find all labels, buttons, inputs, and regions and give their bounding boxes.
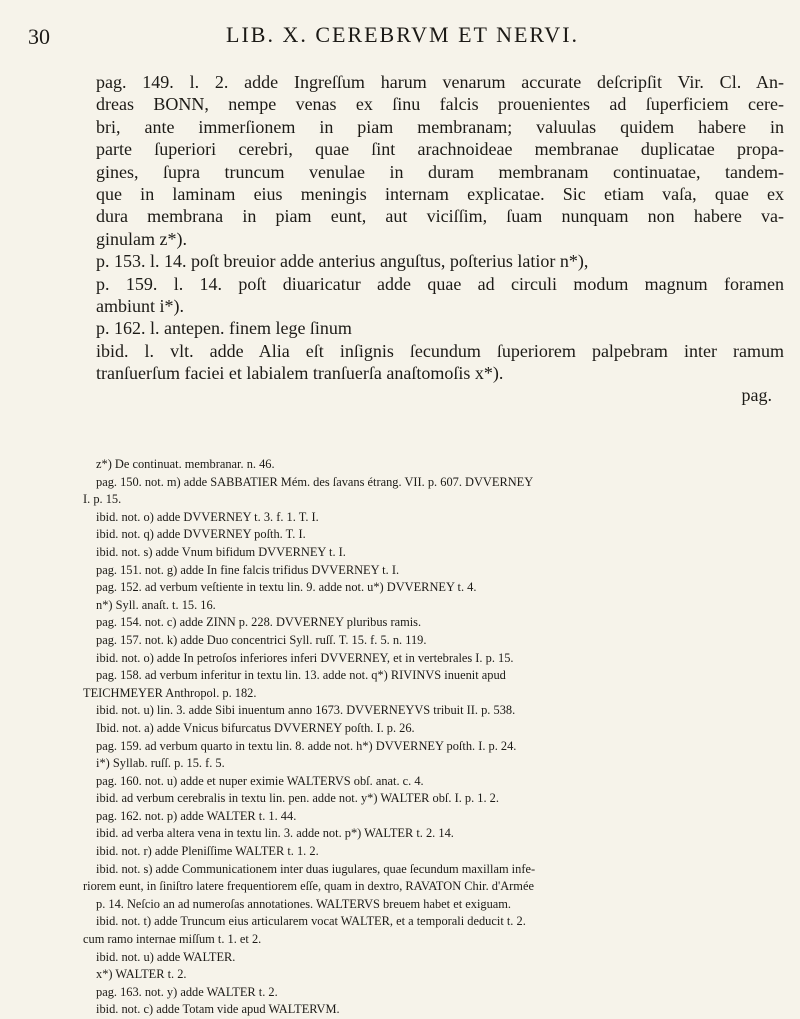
footnote-line: pag. 163. not. y) adde WALTER t. 2. xyxy=(96,984,278,999)
footnote-line: riorem eunt, in ſiniſtro latere frequentiorem eſſe, quam in dextro, RAVATON Chir. d'Armée xyxy=(83,879,534,894)
main-line: ibid. l. vlt. adde Alia eſt inſignis ſecundum ſuperiorem palpebram inter ramum xyxy=(96,340,784,361)
footnote-line: pag. 159. ad verbum quarto in textu lin. 8. adde not. h*) DVVERNEY poſth. I. p. 24. xyxy=(96,738,517,753)
main-text xyxy=(96,71,784,406)
main-line: p. 162. l. antepen. finem lege ſinum xyxy=(96,318,352,339)
footnote-line: pag. 158. ad verbum inferitur in textu lin. 13. adde not. q*) RIVINVS inuenit apud xyxy=(96,668,506,683)
footnote-line: pag. 160. not. u) adde et nuper eximie WALTERVS obſ. anat. c. 4. xyxy=(96,773,424,788)
footnotes xyxy=(83,456,786,1019)
footnote-line: cum ramo internae miſſum t. 1. et 2. xyxy=(83,932,262,947)
footnote-line: ibid. not. r) adde Pleniſſime WALTER t. 1. 2. xyxy=(96,844,319,859)
main-line: bri, ante immerſionem in piam membranam; valuulas quidem habere in xyxy=(96,116,784,137)
footnote-line: ibid. not. q) adde DVVERNEY poſth. T. I. xyxy=(96,527,306,542)
footnote-line: ibid. ad verbum cerebralis in textu lin. pen. adde not. y*) WALTER obſ. I. p. 1. 2. xyxy=(96,791,499,806)
main-line: p. 159. l. 14. poſt diuaricatur adde quae ad circuli modum magnum foramen xyxy=(96,273,784,294)
footnote-line: ibid. not. o) adde DVVERNEY t. 3. f. 1. T. I. xyxy=(96,509,319,524)
footnote-line: ibid. not. s) adde Communicationem inter duas iugulares, quae ſecundum maxillam infe- xyxy=(96,861,536,876)
footnote-line: Ibid. not. a) adde Vnicus bifurcatus DVVERNEY poſth. I. p. 26. xyxy=(96,720,415,735)
footnote-line: ibid. not. o) adde In petroſos inferiores inferi DVVERNEY, et in vertebrales I. p. 15. xyxy=(96,650,514,665)
page-header xyxy=(0,20,800,60)
footnote-line: ibid. not. u) adde WALTER. xyxy=(96,949,236,964)
footnote-line: ibid. not. t) adde Truncum eius articularem vocat WALTER, et a temporali deducit t. 2. xyxy=(96,914,526,929)
footnote-line: ibid. ad verba altera vena in textu lin. 3. adde not. p*) WALTER t. 2. 14. xyxy=(96,826,454,841)
main-line: tranſuerſum faciei et labialem tranſuerſa anaſtomoſis x*). xyxy=(96,363,504,384)
footnote-line: pag. 154. not. c) adde ZINN p. 228. DVVERNEY pluribus ramis. xyxy=(96,615,422,630)
main-line: dura membrana in piam eunt, aut viciſſim, ſuam nunquam non habere va- xyxy=(96,206,784,227)
main-line: ambiunt i*). xyxy=(96,295,184,316)
footnote-line: pag. 157. not. k) adde Duo concentrici Syll. ruſſ. T. 15. f. 5. n. 119. xyxy=(96,632,427,647)
footnote-line: i*) Syllab. ruſſ. p. 15. f. 5. xyxy=(96,756,225,771)
page-number: 30 xyxy=(28,24,50,49)
footnote-line: ibid. not. u) lin. 3. adde Sibi inuentum anno 1673. DVVERNEYVS tribuit II. p. 538. xyxy=(96,703,516,718)
footnote-line: pag. 151. not. g) adde In fine falcis trifidus DVVERNEY t. I. xyxy=(96,562,400,577)
catchword: pag. xyxy=(741,385,772,406)
main-line: gines, ſupra truncum venulae in duram membranam continuatae, tandem- xyxy=(96,161,784,182)
main-line: ginulam z*). xyxy=(96,228,187,249)
footnote-line: p. 14. Neſcio an ad numeroſas annotationes. WALTERVS breuem habet et exiguam. xyxy=(96,896,512,911)
footnote-line: z*) De continuat. membranar. n. 46. xyxy=(96,457,275,471)
main-line: p. 153. l. 14. poſt breuior adde anterius anguſtus, poſterius latior n*), xyxy=(96,251,589,272)
footnote-line: I. p. 15. xyxy=(83,492,122,507)
footnote-line: TEICHMEYER Anthropol. p. 182. xyxy=(83,685,257,700)
footnote-line: pag. 152. ad verbum veſtiente in textu lin. 9. adde not. u*) DVVERNEY t. 4. xyxy=(96,580,477,595)
footnote-line: pag. 150. not. m) adde SABBATIER Mém. des ſavans étrang. VII. p. 607. DVVERNEY xyxy=(96,474,534,489)
footnote-line: ibid. not. c) adde Totam vide apud WALTERVM. xyxy=(96,1002,340,1017)
running-head: LIB. X. CEREBRVM ET NERVI. xyxy=(226,22,580,47)
footnote-line: ibid. not. s) adde Vnum bifidum DVVERNEY t. I. xyxy=(96,544,346,559)
main-line: dreas BONN, nempe venas ex ſinu falcis prouenientes ad ſuperficiem cere- xyxy=(96,94,784,115)
main-line: parte ſuperiori cerebri, quae ſint arachnoideae membranae duplicatae propa- xyxy=(96,139,784,160)
main-line: que in laminam eius meningis internam explicatae. Sic etiam vaſa, quae ex xyxy=(96,183,784,204)
footnote-line: x*) WALTER t. 2. xyxy=(96,967,187,982)
main-line: pag. 149. l. 2. adde Ingreſſum harum venarum accurate deſcripſit Vir. Cl. An- xyxy=(96,72,784,92)
footnote-line: n*) Syll. anaſt. t. 15. 16. xyxy=(96,597,216,612)
footnote-line: pag. 162. not. p) adde WALTER t. 1. 44. xyxy=(96,808,297,823)
